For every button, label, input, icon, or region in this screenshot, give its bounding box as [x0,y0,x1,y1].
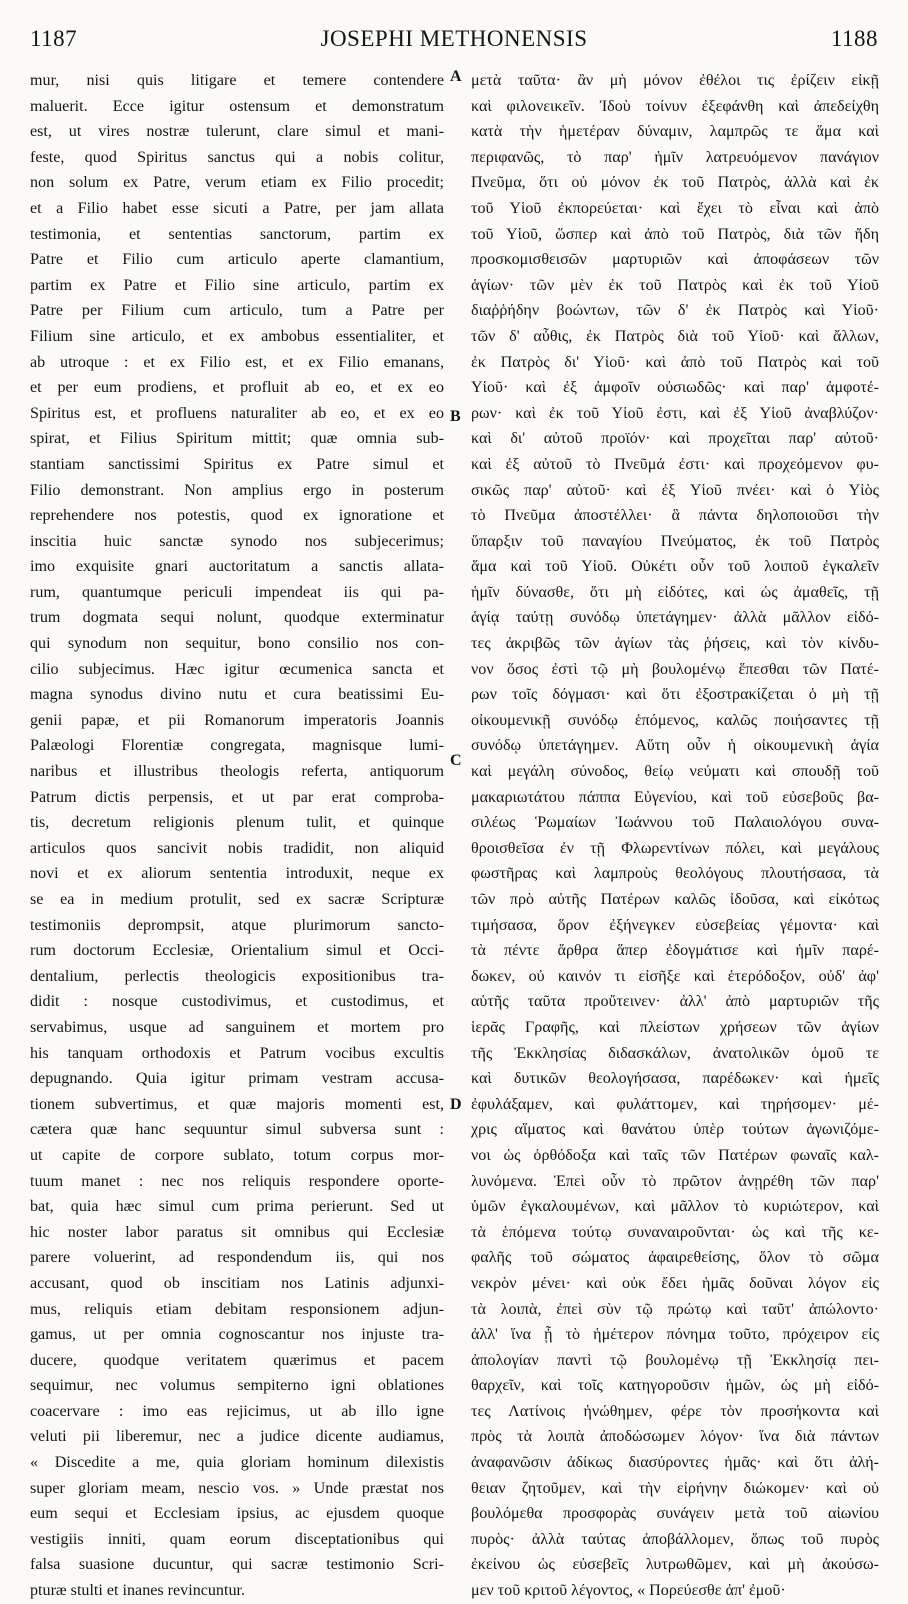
greek-text-line: τὰ πέντε ἄρθρα ἅπερ ἐδογμάτισε καὶ ἡμῖν παρέ- [471,942,879,960]
greek-text-line: αὑτῆς ταῦτα προὔτεινεν· ἀλλ' ἀπὸ μαρτυριῶν τῆς [471,993,879,1011]
latin-text-line: magna synodus divino nutu et cura beatissimi Eu- [30,686,444,704]
greek-text-line: τὰ λοιπὰ, ἐπεὶ σὺν τῷ πρώτῳ καὶ ταῦτ' ἀπώλοντο· [471,1300,879,1318]
latin-text-line: novi et ex aliorum sententia introduxit, neque ex [30,865,444,883]
section-marker-b: B [450,408,461,425]
greek-text-line: νεκρὸν μένει· καὶ οὐκ ἔδει ἡμᾶς δοῦναι λόγον εἰς [471,1274,879,1292]
latin-text-line: « Discedite a me, quia gloriam hominum dilexistis [30,1454,444,1472]
greek-text-line: θαρχεῖν, καὶ τοῖς κατηγοροῦσιν ἡμῶν, ὡς μὴ εἰδό- [471,1377,879,1395]
greek-text-line: μετὰ ταῦτα· ἂν μὴ μόνον ἐθέλοι τις ἐρίζειν εἰκῇ [471,72,879,89]
latin-text-line: tuum manet : nec nos reliquis respondere oporte- [30,1172,444,1190]
greek-text-line: τοῦ Υἱοῦ, ὥσπερ καὶ ἀπὸ τοῦ Πατρὸς, διὰ τῶν ἤδη [471,225,879,243]
latin-text-line: Patrum dictis perpensis, et ut par erat comproba- [30,788,444,806]
running-title: JOSEPHI METHONENSIS [320,26,588,51]
greek-text-line: συνόδῳ ὑπετάγημεν. Αὕτη οὖν ἡ οἰκουμενικὴ ἁγία [471,737,879,755]
greek-text-line: ἐφυλάξαμεν, καὶ φυλάττομεν, καὶ τηρήσομεν· μέ- [471,1095,879,1113]
latin-text-line: reprehendere nos potestis, quod ex ignoratione et [30,507,444,525]
greek-text-line: δωκεν, οὐ καινόν τι εἰσῆξε καὶ ἑτερόδοξον, οὐδ' ἀφ' [471,967,879,985]
running-header [30,26,878,56]
greek-text-line: τῶν δ' αὖθις, ἐκ Πατρὸς διὰ τοῦ Υἱοῦ· καὶ ἄλλων, [471,327,879,345]
greek-text-line: ἁγίων· τῶν μὲν ἐκ τοῦ Πατρὸς καὶ ἐκ τοῦ Υἱοῦ [471,276,879,294]
latin-text-line: Filium sine articulo, et ex ambobus essentialiter, et [30,327,444,345]
greek-text-line: ὕπαρξιν τοῦ παναγίου Πνεύματος, ἐκ τοῦ Πατρὸς [471,532,879,550]
latin-text-line: testimonia, et sententias sanctorum, partim ex [30,225,444,243]
latin-text-line: accusant, quod ob inscitiam nos Latinis adjunxi- [30,1274,444,1292]
section-marker-c: C [450,752,462,769]
greek-text-line: τιμήσασα, ὅρον ἐξήνεγκεν εὐσεβείας γέμοντα· καὶ [471,916,879,934]
latin-text-line: eum sequi et Ecclesiam ipsius, ac ejusdem quoque [30,1505,444,1523]
greek-text-line: καὶ ἐξ αὐτοῦ τὸ Πνεῦμά ἐστι· καὶ προχεόμενον φυ- [471,455,879,473]
latin-text-line: inscitia huic sanctæ synodo nos subjecerimus; [30,532,444,550]
greek-text-line: τες Λατίνοις ἡνώθημεν, φέρε τὸν προσήκοντα καὶ [471,1402,879,1420]
latin-text-line: bat, quia hæc simul cum prima perierunt. Sed ut [30,1198,444,1216]
greek-text-line: λυνόμενα. Ἐπεὶ οὖν τὸ πρῶτον ἀνῃρέθη τῶν παρ' [471,1172,879,1190]
latin-text-line: sequimur, nec volumus sempiterno igni oblationes [30,1377,444,1395]
latin-text-line: depugnando. Quia igitur primam vestram accusa- [30,1070,444,1088]
greek-text-line: ἡμῖν δύνασθε, ὅτι μὴ εἰδότες, καὶ ὡς ἀμαθεῖς, τῇ [471,583,879,601]
latin-text-line: tis, decretum religionis plenum tulit, et quinque [30,814,444,832]
latin-text-line: stantiam sanctissimi Spiritus ex Patre simul et [30,455,444,473]
greek-text-line: ρων τοῖς δόγμασι· καὶ ὅτι ἐξοστρακίζεται ὁ μὴ τῇ [471,686,879,704]
greek-text-line: ἀναφανῶσιν ἀδίκως διασύροντες ἡμᾶς· καὶ ὅτι ἀλή- [471,1454,879,1472]
greek-text-line: κατὰ τὴν ἡμετέραν δύναμιν, λαμπρῶς τε ἅμα καὶ [471,123,879,141]
latin-text-line: ut capite de corpore sublato, totum corpus mor- [30,1146,444,1164]
greek-text-line: ρων· καὶ ἐκ τοῦ Υἱοῦ ἐστι, καὶ ἐξ Υἱοῦ ἀναβλύζον· [471,404,879,422]
greek-text-line: ἀλλ' ἵνα ᾖ τὸ ἡμέτερον πόνημα τοῦτο, πρόχειρον εἰς [471,1326,879,1344]
latin-column [30,68,444,1604]
greek-text-line: ἐκ Πατρὸς δι' Υἱοῦ· καὶ ἀπὸ τοῦ Πατρὸς καὶ τοῦ [471,353,879,371]
greek-text-line: σιλέως Ῥωμαίων Ἰωάννου τοῦ Παλαιολόγου συνα- [471,814,879,832]
greek-text-line: πρὸς τὰ λοιπὰ ἀποδώσωμεν λόγον· ἵνα διὰ πάντων [471,1428,879,1446]
greek-text-line: καὶ φιλονεικεῖν. Ἰδοὺ τοίνυν ἐξεφάνθη καὶ ἀπεδείχθη [471,97,879,115]
greek-text-line: τῶν πρὸ αὐτῆς Πατέρων καλῶς ἰδοῦσα, καὶ εἰκότως [471,891,879,908]
latin-text-line: didit : nosque custodivimus, et custodimus, et [30,993,444,1011]
latin-text-line: trum dogmata sequi nolunt, quodque exterminatur [30,609,444,627]
greek-text-line: Υἱοῦ· καὶ ἐξ ἀμφοῖν οὐσιωδῶς· καὶ παρ' ἀμφοτέ- [471,379,879,397]
latin-text-line: parere voluerint, ad respondendum iis, qui nos [30,1249,444,1267]
greek-text-line: μεν τοῦ κριτοῦ λέγοντος, « Πορεύεσθε ἀπ' ἐμοῦ· [471,1582,786,1600]
greek-text-line: χρις αἵματος καὶ θανάτου ὑπὲρ τούτων ἀγωνιζόμε- [471,1121,879,1139]
latin-text-line: maluerit. Ecce igitur ostensum et demonstratum [30,97,444,115]
greek-text-line: τες ἀκριβῶς τῶν ἁγίων τὰς ῥήσεις, καὶ τὸν κίνδυ- [471,635,879,653]
latin-text-line: et per eum prodiens, et profluit ab eo, et ex eo [30,379,444,397]
latin-text-line: et a Filio habet esse sicuti a Patre, per jam allata [30,199,444,217]
latin-text-line: cætera quæ hanc sequuntur simul subversa sunt : [30,1121,444,1139]
latin-text-line: partim ex Patre et Filio sine articulo, partim ex [30,276,444,294]
greek-text-line: ἱερᾶς Γραφῆς, καὶ πλείστων χρήσεων τῶν ἁγίων [471,1018,879,1036]
greek-text-line: οἰκουμενικῇ συνόδῳ ἑπόμενος, καλῶς ποιήσαντες τῇ [471,711,879,729]
greek-text-line: ἅμα καὶ τοῦ Υἱοῦ. Οὐκέτι οὖν τοῦ λοιποῦ ἐγκαλεῖν [471,558,879,576]
greek-text-line: τοῦ Υἱοῦ ἐκπορεύεται· καὶ ἔχει τὸ εἶναι καὶ ἀπὸ [471,199,879,217]
latin-text-line: Filio demonstrant. Non amplius ergo in posterum [30,481,444,499]
greek-text-line: ὑμῶν ἐγκαλουμένων, καὶ μᾶλλον τὸ κυριώτερον, καὶ [471,1198,879,1216]
section-marker-a: A [450,68,462,85]
latin-text-line: hic noster labor paratus sit omnibus qui Ecclesiæ [30,1223,444,1241]
greek-column [471,68,879,1604]
greek-text-line: βουλόμεθα προσφορὰς συνάγειν μετὰ τοῦ αἰωνίου [471,1505,879,1523]
latin-text-line: testimoniis deprompsit, atque plurimorum sancto- [30,916,444,934]
latin-text-line: spirat, et Filius Spiritum mittit; quæ omnia sub- [30,430,444,448]
latin-text-line: pturæ stulti et inanes revincuntur. [30,1582,245,1600]
greek-text-line: ἀπολογίαν παντὶ τῷ βουλομένῳ τῇ Ἐκκλησίᾳ πει- [471,1351,879,1369]
greek-text-line: τὰ ἑπόμενα τούτῳ συναναιροῦνται· ὡς καὶ τῆς κε- [471,1223,879,1241]
greek-text-line: καὶ δυτικῶν θεολογήσασα, παρέδωκεν· καὶ ἡμεῖς [471,1070,879,1088]
latin-text-line: rum, quantumque periculi impendeat iis qui pa- [30,583,444,601]
greek-text-line: σικῶς παρ' αὐτοῦ· καὶ ἐξ Υἱοῦ πνέει· καὶ ὁ Υἱὸς [471,481,879,499]
greek-text-line: διαῤῥήδην βοώντων, τῶν δ' ἐκ Πατρὸς καὶ Υἱοῦ· [471,302,879,320]
latin-text-line: cilio subjecimus. Hæc igitur œcumenica sancta et [30,660,444,678]
latin-text-line: his tanquam orthodoxis et Patrum vocibus excultis [30,1044,444,1062]
greek-text-line: φαλῆς τοῦ σώματος ἀφαιρεθείσης, ὅλον τὸ σῶμα [471,1249,879,1267]
latin-text-line: vestigiis inniti, quam eorum disceptationibus qui [30,1530,444,1548]
greek-text-line: φωστῆρας καὶ λαμπροὺς θεολόγους πλουτήσασα, τὰ [471,865,879,883]
greek-text-line: καὶ δι' αὐτοῦ προϊόν· καὶ προχεῖται παρ' αὐτοῦ· [471,430,879,448]
latin-text-line: rum doctorum Ecclesiæ, Orientalium simul et Occi- [30,942,444,960]
latin-text-line: ab utroque : et ex Filio est, et ex Filio emanans, [30,353,444,371]
greek-text-line: προσκομισθεισῶν μαρτυριῶν καὶ ἀποφάσεων τῶν [471,251,879,269]
page-number-left: 1187 [30,26,78,51]
latin-text-line: naribus et illustribus theologis referta, antiquorum [30,763,444,781]
greek-text-line: καὶ μεγάλη σύνοδος, θείῳ νεύματι καὶ σπουδῇ τοῦ [471,763,879,781]
latin-text-line: non solum ex Patre, verum etiam ex Filio procedit; [30,174,444,192]
greek-text-line: ἁγίᾳ ταύτῃ συνόδῳ ὑπετάγημεν· ἀλλὰ μᾶλλον εἰδό- [471,609,879,627]
latin-text-line: Patre per Filium cum articulo, tum a Patre per [30,302,444,320]
page-number-right: 1188 [830,26,878,51]
latin-text-line: feste, quod Spiritus sanctus qui a nobis colitur, [30,148,444,166]
latin-text-line: imo exquisite gnari auctoritatum a sanctis allata- [30,558,444,576]
latin-text-line: Palæologi Florentiæ congregata, magnisque lumi- [30,737,444,755]
greek-text-line: θειαν ζητοῦμεν, καὶ τὴν εἰρήνην διώκομεν· καὶ οὐ [471,1479,879,1497]
section-marker-d: D [450,1096,462,1113]
greek-text-line: ἐκείνου ὡς εὐσεβεῖς λυτρωθῶμεν, καὶ μὴ ἀκούσω- [471,1556,879,1574]
latin-text-line: servabimus, usque ad sanguinem et mortem pro [30,1018,444,1036]
latin-text-line: est, ut vires nostræ tulerunt, clare simul et mani- [30,123,444,141]
latin-text-line: articulos quos sancivit nobis tradidit, non aliquid [30,839,444,857]
latin-text-line: mur, nisi quis litigare et temere contendere [30,72,444,89]
latin-text-line: Patre et Filio cum articulo aperte clamantium, [30,251,444,269]
greek-text-line: τὸ Πνεῦμα ἀποστέλλει· ἃ πάντα δηλοποιοῦσι τὴν [471,507,879,525]
latin-text-line: gamus, ut per omnia cognoscantur nos injuste tra- [30,1326,444,1344]
greek-text-line: νον ὅσος ἐστὶ τῷ μὴ βουλομένῳ ἕπεσθαι τῶν Πατέ- [471,660,879,678]
greek-text-line: νοι ὡς ὀρθόδοξα καὶ ταῖς τῶν Πατέρων φωναῖς καλ- [471,1146,879,1164]
greek-text-line: τῆς Ἐκκλησίας διδασκάλων, ἀνατολικῶν ὁμοῦ τε [471,1044,879,1062]
greek-text-line: περιφανῶς, τὸ παρ' ἡμῖν λατρευόμενον πανάγιον [471,148,879,166]
greek-text-line: μακαριωτάτου πάππα Εὐγενίου, καὶ τοῦ εὐσεβοῦς βα- [471,788,879,806]
greek-text-line: θροισθεῖσα ἐν τῇ Φλωρεντίνων πόλει, καὶ μεγάλους [471,839,879,857]
latin-text-line: coacervare : imo eas rejicimus, ut ab illo igne [30,1402,444,1420]
greek-text-line: Πνεῦμα, ὅτι οὐ μόνον ἐκ τοῦ Πατρὸς, ἀλλὰ καὶ ἐκ [471,174,879,192]
latin-text-line: tionem subvertimus, et quæ majoris momenti est, [30,1095,444,1113]
latin-text-line: veluti pii liberemur, nec a judice dicente audiamus, [30,1428,444,1446]
latin-text-line: falsa suasione ducuntur, qui sacræ testimonio Scri- [30,1556,444,1574]
latin-text-line: dentalium, perlectis theologicis expositionibus tra- [30,967,444,985]
latin-text-line: se ea in medium protulit, sed ex sacræ Scripturæ [30,891,444,908]
latin-text-line: ducere, quodque veritatem quærimus et pacem [30,1351,444,1369]
latin-text-line: qui synodum non sequitur, bono consilio nos con- [30,635,444,653]
latin-text-line: mus, reliquis etiam debitam responsionem adjun- [30,1300,444,1318]
latin-text-line: genii papæ, et pii Romanorum imperatoris Joannis [30,711,444,729]
latin-text-line: super gloriam meam, nescio vos. » Unde præstat nos [30,1479,444,1497]
latin-text-line: Spiritus est, et profluens naturaliter ab eo, et ex eo [30,404,444,422]
greek-text-line: πυρὸς· ἀλλὰ ταύτας ἀποβάλλομεν, ὅπως τοῦ πυρὸς [471,1530,879,1548]
